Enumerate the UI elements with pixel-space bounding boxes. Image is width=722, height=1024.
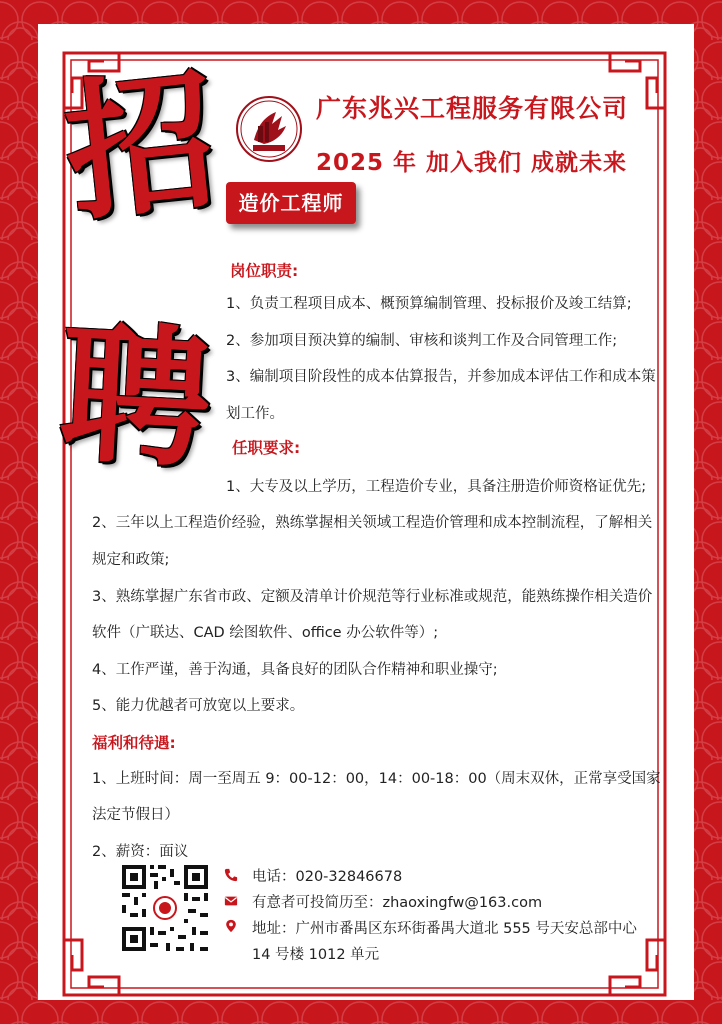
slogan: 2025 年 加入我们 成就未来 bbox=[316, 150, 628, 176]
contact-address-line-1: 地址：广州市番禺区东环街番禺大道北 555 号天安总部中心 bbox=[252, 921, 637, 937]
duty-line: 划工作。 bbox=[226, 406, 284, 422]
mail-icon bbox=[224, 894, 238, 908]
company-logo-icon bbox=[236, 96, 302, 162]
benefits-heading: 福利和待遇: bbox=[92, 734, 176, 752]
headline-char-pin: 聘 bbox=[55, 305, 215, 489]
benefit-line: 法定节假日） bbox=[92, 807, 179, 823]
requirement-line: 软件（广联达、CAD 绘图软件、office 办公软件等）; bbox=[92, 625, 439, 641]
phone-icon bbox=[224, 868, 238, 882]
headline-char-zhao: 招 bbox=[57, 51, 225, 243]
qr-code-icon bbox=[120, 863, 210, 953]
job-title-badge: 造价工程师 bbox=[226, 182, 356, 224]
requirement-line: 1、大专及以上学历，工程造价专业，具备注册造价师资格证优先; bbox=[226, 479, 647, 495]
location-pin-icon bbox=[224, 919, 238, 933]
benefit-line: 2、薪资：面议 bbox=[92, 844, 189, 860]
benefit-line: 1、上班时间：周一至周五 9：00-12：00，14：00-18：00（周末双休，正常享受国家 bbox=[92, 771, 661, 787]
duty-line: 1、负责工程项目成本、概预算编制管理、投标报价及竣工结算; bbox=[226, 296, 632, 312]
requirement-line: 4、工作严谨，善于沟通，具备良好的团队合作精神和职业操守; bbox=[92, 662, 498, 678]
contact-address-line-2: 14 号楼 1012 单元 bbox=[252, 947, 380, 963]
duty-line: 3、编制项目阶段性的成本估算报告，并参加成本评估工作和成本策 bbox=[226, 369, 656, 385]
company-name: 广东兆兴工程服务有限公司 bbox=[316, 94, 629, 123]
duties-heading: 岗位职责: bbox=[230, 262, 299, 280]
duty-line: 2、参加项目预决算的编制、审核和谈判工作及合同管理工作; bbox=[226, 333, 618, 349]
requirement-line: 3、熟练掌握广东省市政、定额及清单计价规范等行业标准或规范，能熟练操作相关造价 bbox=[92, 589, 653, 605]
contact-email: 有意者可投简历至：zhaoxingfw@163.com bbox=[252, 895, 543, 911]
requirement-line: 规定和政策; bbox=[92, 552, 170, 568]
contact-phone: 电话：020-32846678 bbox=[252, 869, 403, 885]
requirements-heading: 任职要求: bbox=[232, 439, 301, 457]
requirement-line: 2、三年以上工程造价经验，熟练掌握相关领域工程造价管理和成本控制流程，了解相关 bbox=[92, 515, 653, 531]
requirement-line: 5、能力优越者可放宽以上要求。 bbox=[92, 698, 305, 714]
